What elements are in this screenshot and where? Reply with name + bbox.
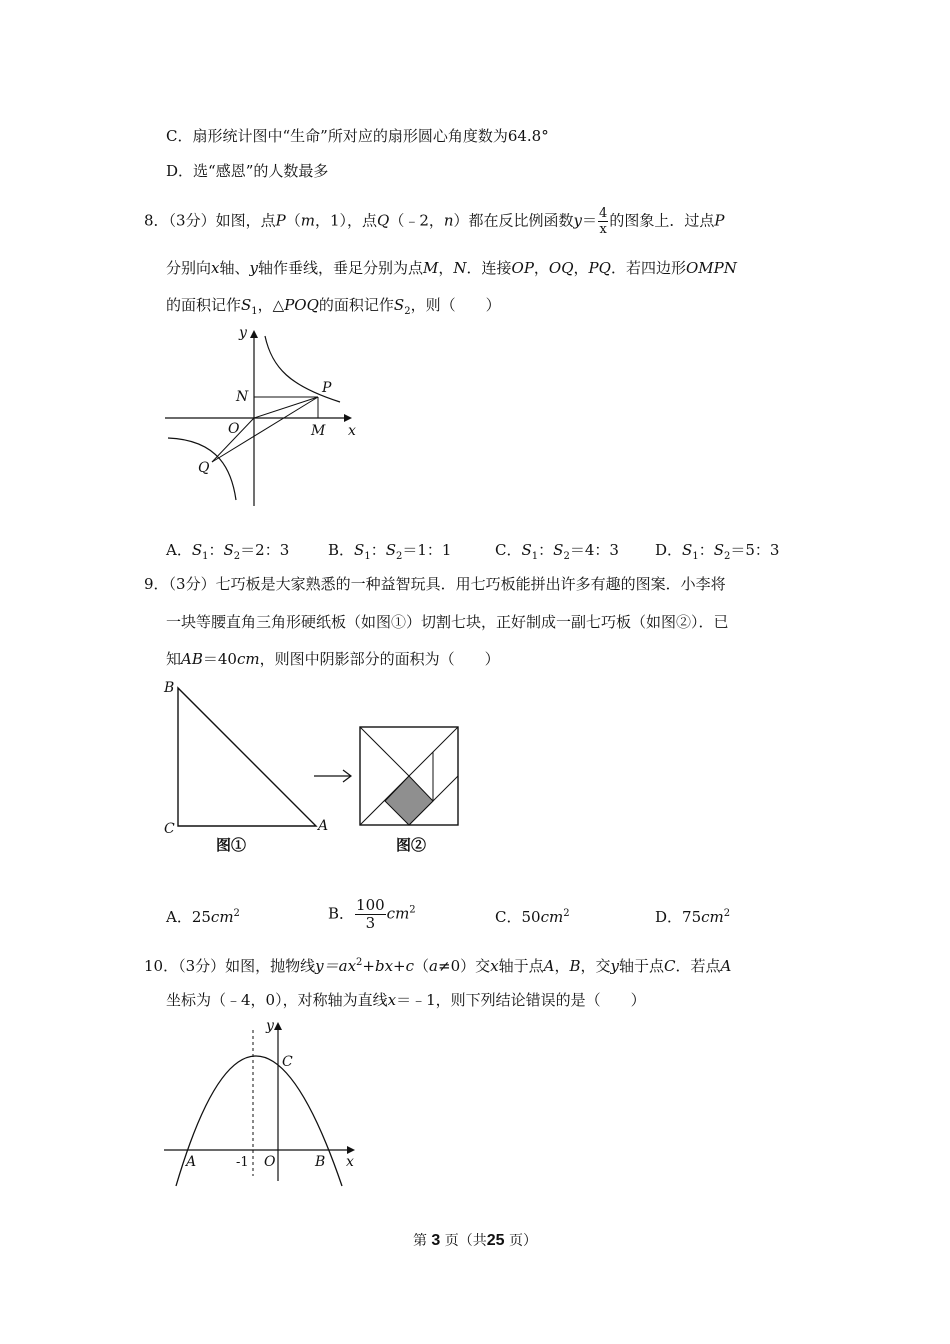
total-page-count: 25 xyxy=(486,1232,505,1249)
q10-var-a: A xyxy=(543,957,555,975)
label-b: B xyxy=(164,680,175,696)
footer-text: 页） xyxy=(509,1233,538,1249)
q9-option-c xyxy=(495,904,570,927)
label-x: x xyxy=(346,1154,354,1170)
shaded-square xyxy=(385,776,433,825)
subscript: 2 xyxy=(723,551,731,562)
option-var: S xyxy=(223,541,234,559)
x-axis-arrow xyxy=(344,414,352,422)
q10-stem-line1 xyxy=(144,953,731,976)
label-y: y xyxy=(239,325,247,341)
option-var: S xyxy=(553,541,564,559)
q10-number: 10． xyxy=(144,957,179,975)
q10-text: 轴于点 xyxy=(498,957,544,975)
option-text: ＝2：3 xyxy=(240,541,290,559)
option-text: ＝1：1 xyxy=(402,541,452,559)
q10-stem-line2 xyxy=(166,990,646,1010)
q8-var-p: P xyxy=(714,211,725,230)
q10-text: ， xyxy=(554,957,570,975)
subscript: 1 xyxy=(202,551,209,562)
fraction-denominator: x xyxy=(599,222,607,237)
tangram-cut xyxy=(360,727,409,776)
q8-option-a xyxy=(166,540,289,567)
option-text: ： xyxy=(538,541,554,559)
q8-var-n: N xyxy=(453,259,467,277)
q8-option-b xyxy=(328,540,451,567)
option-unit: cm xyxy=(386,904,410,923)
label-a: A xyxy=(186,1154,197,1170)
q10-formula: y＝ax xyxy=(315,957,357,975)
option-var: S xyxy=(521,541,532,559)
option-text: ＝5：3 xyxy=(730,541,780,559)
q8-var-s2: S xyxy=(393,296,405,314)
option-text: ： xyxy=(698,541,714,559)
label-y: y xyxy=(266,1018,274,1034)
option-unit: cm xyxy=(540,908,564,926)
q8-hyperbola-figure xyxy=(160,322,370,512)
q9-stem-line1: 9．（3分）七巧板是大家熟悉的一种益智玩具．用七巧板能拼出许多有趣的图案．小李将 xyxy=(144,575,726,593)
option-b-fraction xyxy=(355,897,386,932)
q8-text: ＝ xyxy=(582,211,598,230)
superscript: 2 xyxy=(356,957,363,968)
q8-text: 如图，点 xyxy=(215,211,276,230)
q8-text: 的图象上．过点 xyxy=(609,211,715,230)
option-var: S xyxy=(191,541,203,559)
q8-var-n: n xyxy=(443,211,454,230)
q8-var-y: y xyxy=(573,211,583,230)
q10-text: （ xyxy=(414,957,430,975)
q10-text: ，交 xyxy=(580,957,611,975)
right-arrow-icon xyxy=(312,768,356,784)
label-x: x xyxy=(348,423,356,439)
option-var: S xyxy=(385,541,396,559)
q8-var-pq: PQ xyxy=(588,259,611,277)
option-letter: A．25 xyxy=(166,908,211,926)
q8-text: ， xyxy=(573,259,589,277)
q10-text: ．若点 xyxy=(675,957,721,975)
q9-stem-line2: 一块等腰直角三角形硬纸板（如图①）切割七块，正好制成一副七巧板（如图②）．已 xyxy=(166,613,729,631)
footer-text: 第 xyxy=(412,1233,427,1249)
option-text: ＝4：3 xyxy=(569,541,619,559)
label-b: B xyxy=(315,1154,326,1170)
q8-text: 轴、 xyxy=(219,259,250,277)
q8-text: ．若四边形 xyxy=(610,259,686,277)
q10-text: 轴于点 xyxy=(619,957,665,975)
q8-var-m: M xyxy=(423,259,439,277)
q9-text: ，则图中阴影部分的面积为（ ） xyxy=(259,650,500,668)
option-letter: B． xyxy=(328,541,355,559)
label-c: C xyxy=(282,1054,293,1070)
q9-stem-line3 xyxy=(166,649,500,669)
y-axis-arrow xyxy=(250,330,258,338)
fraction-numerator: 100 xyxy=(356,896,385,914)
q8-var-ompn: OMPN xyxy=(685,259,737,277)
current-page-number: 3 xyxy=(431,1232,441,1249)
q10-text: ≠0）交 xyxy=(438,957,491,975)
q8-text: （﹣2， xyxy=(389,211,444,230)
subscript: 2 xyxy=(563,551,570,562)
q8-text: 分别向 xyxy=(166,259,212,277)
option-letter: A． xyxy=(166,541,192,559)
q9-option-a xyxy=(166,904,240,927)
q8-stem-line1 xyxy=(144,206,724,237)
q10-var-c: C xyxy=(664,957,676,975)
q8-var-x: x xyxy=(211,259,220,277)
page-footer xyxy=(0,1230,950,1250)
option-text: ： xyxy=(208,541,224,559)
q8-var-q: Q xyxy=(377,211,390,230)
y-axis-arrow xyxy=(274,1022,282,1030)
q8-text: ，则（ ） xyxy=(410,296,501,314)
q8-stem-line2 xyxy=(166,258,737,278)
q10-formula: +bx+c xyxy=(362,957,415,975)
x-axis-arrow xyxy=(347,1146,355,1154)
q10-var-y: y xyxy=(610,957,619,975)
q9-unit: cm xyxy=(236,650,260,668)
superscript: 2 xyxy=(723,908,731,919)
superscript: 2 xyxy=(409,904,416,916)
segment-op xyxy=(254,397,318,418)
option-unit: cm xyxy=(210,908,234,926)
fraction-denominator: 3 xyxy=(365,914,376,932)
subscript: 2 xyxy=(395,551,403,562)
label-q: Q xyxy=(198,460,210,476)
subscript: 1 xyxy=(251,306,258,317)
label-n: N xyxy=(236,389,249,405)
q8-text: ．连接 xyxy=(466,259,512,277)
q7-option-d: D．选“感恩”的人数最多 xyxy=(166,162,329,180)
q9-tangram-figure xyxy=(356,724,466,864)
q10-score: （3分） xyxy=(178,957,226,975)
q10-var-x: x xyxy=(490,957,499,975)
q8-var-s1: S xyxy=(241,296,252,314)
q8-option-c xyxy=(495,540,619,567)
q9-var-ab: AB xyxy=(181,650,203,668)
q8-score: （3分） xyxy=(168,211,216,230)
label-o: O xyxy=(228,421,240,437)
q9-option-b xyxy=(328,897,416,932)
q8-var-p: P xyxy=(275,211,286,230)
footer-text: 页（共 xyxy=(444,1233,487,1249)
caption-fig1: 图① xyxy=(216,836,247,854)
q10-text: ＝﹣1，则下列结论错误的是（ ） xyxy=(396,991,646,1009)
q9-text: 知 xyxy=(166,650,182,668)
label-m: M xyxy=(311,423,326,439)
q8-text: （ xyxy=(285,211,301,230)
q8-number: 8． xyxy=(144,211,169,230)
q10-text: 如图，抛物线 xyxy=(225,957,316,975)
q10-var-b: B xyxy=(569,957,581,975)
option-unit: cm xyxy=(701,908,724,926)
label-o: O xyxy=(264,1154,276,1170)
option-var: S xyxy=(682,541,693,559)
q8-text: ，1），点 xyxy=(314,211,377,230)
subscript: 1 xyxy=(364,551,371,562)
option-letter: B． xyxy=(328,904,355,923)
label-minus-one: -1 xyxy=(236,1155,249,1170)
q8-text: 的面积记作 xyxy=(166,296,242,314)
subscript: 1 xyxy=(692,551,699,562)
option-var: S xyxy=(713,541,724,559)
q8-fraction xyxy=(598,206,608,237)
q9-text: ＝40 xyxy=(202,650,237,668)
q10-parabola-figure xyxy=(160,1016,360,1191)
q10-var-a: a xyxy=(429,957,438,975)
q8-text: 的面积记作 xyxy=(318,296,394,314)
q8-text: ，△ xyxy=(257,296,285,314)
q8-option-d xyxy=(655,540,779,567)
q8-text: 轴作垂线，垂足分别为点 xyxy=(257,259,423,277)
q8-text: ， xyxy=(438,259,454,277)
q10-var-a: A xyxy=(720,957,732,975)
option-var: S xyxy=(354,541,365,559)
fraction-numerator: 4 xyxy=(599,206,608,221)
isosceles-right-triangle xyxy=(178,688,316,826)
subscript: 1 xyxy=(531,551,539,562)
caption-fig2: 图② xyxy=(396,836,427,854)
option-text: ： xyxy=(370,541,386,559)
q8-var-y: y xyxy=(249,259,258,277)
subscript: 2 xyxy=(233,551,241,562)
q8-var-oq: OQ xyxy=(548,259,574,277)
q8-stem-line3 xyxy=(166,295,501,322)
q10-text: 坐标为（﹣4，0），对称轴为直线 xyxy=(166,991,388,1009)
option-letter: D．75 xyxy=(655,908,702,926)
option-letter: D． xyxy=(655,541,683,559)
label-c: C xyxy=(164,821,175,837)
label-a: A xyxy=(318,818,329,834)
option-letter: C． xyxy=(495,541,522,559)
q9-option-d xyxy=(655,904,730,927)
q10-var-x: x xyxy=(387,991,397,1009)
q8-text: ， xyxy=(533,259,549,277)
q9-triangle-figure xyxy=(160,676,340,856)
option-letter: C．50 xyxy=(495,908,541,926)
superscript: 2 xyxy=(233,908,240,919)
subscript: 2 xyxy=(404,306,411,317)
superscript: 2 xyxy=(563,908,570,919)
q8-var-op: OP xyxy=(511,259,534,277)
q8-text: ）都在反比例函数 xyxy=(453,211,574,230)
q8-var-poq: POQ xyxy=(284,296,319,314)
q8-var-m: m xyxy=(300,211,315,230)
q7-option-c: C．扇形统计图中“生命”所对应的扇形圆心角度数为64.8° xyxy=(166,127,549,145)
label-p: P xyxy=(322,380,332,396)
